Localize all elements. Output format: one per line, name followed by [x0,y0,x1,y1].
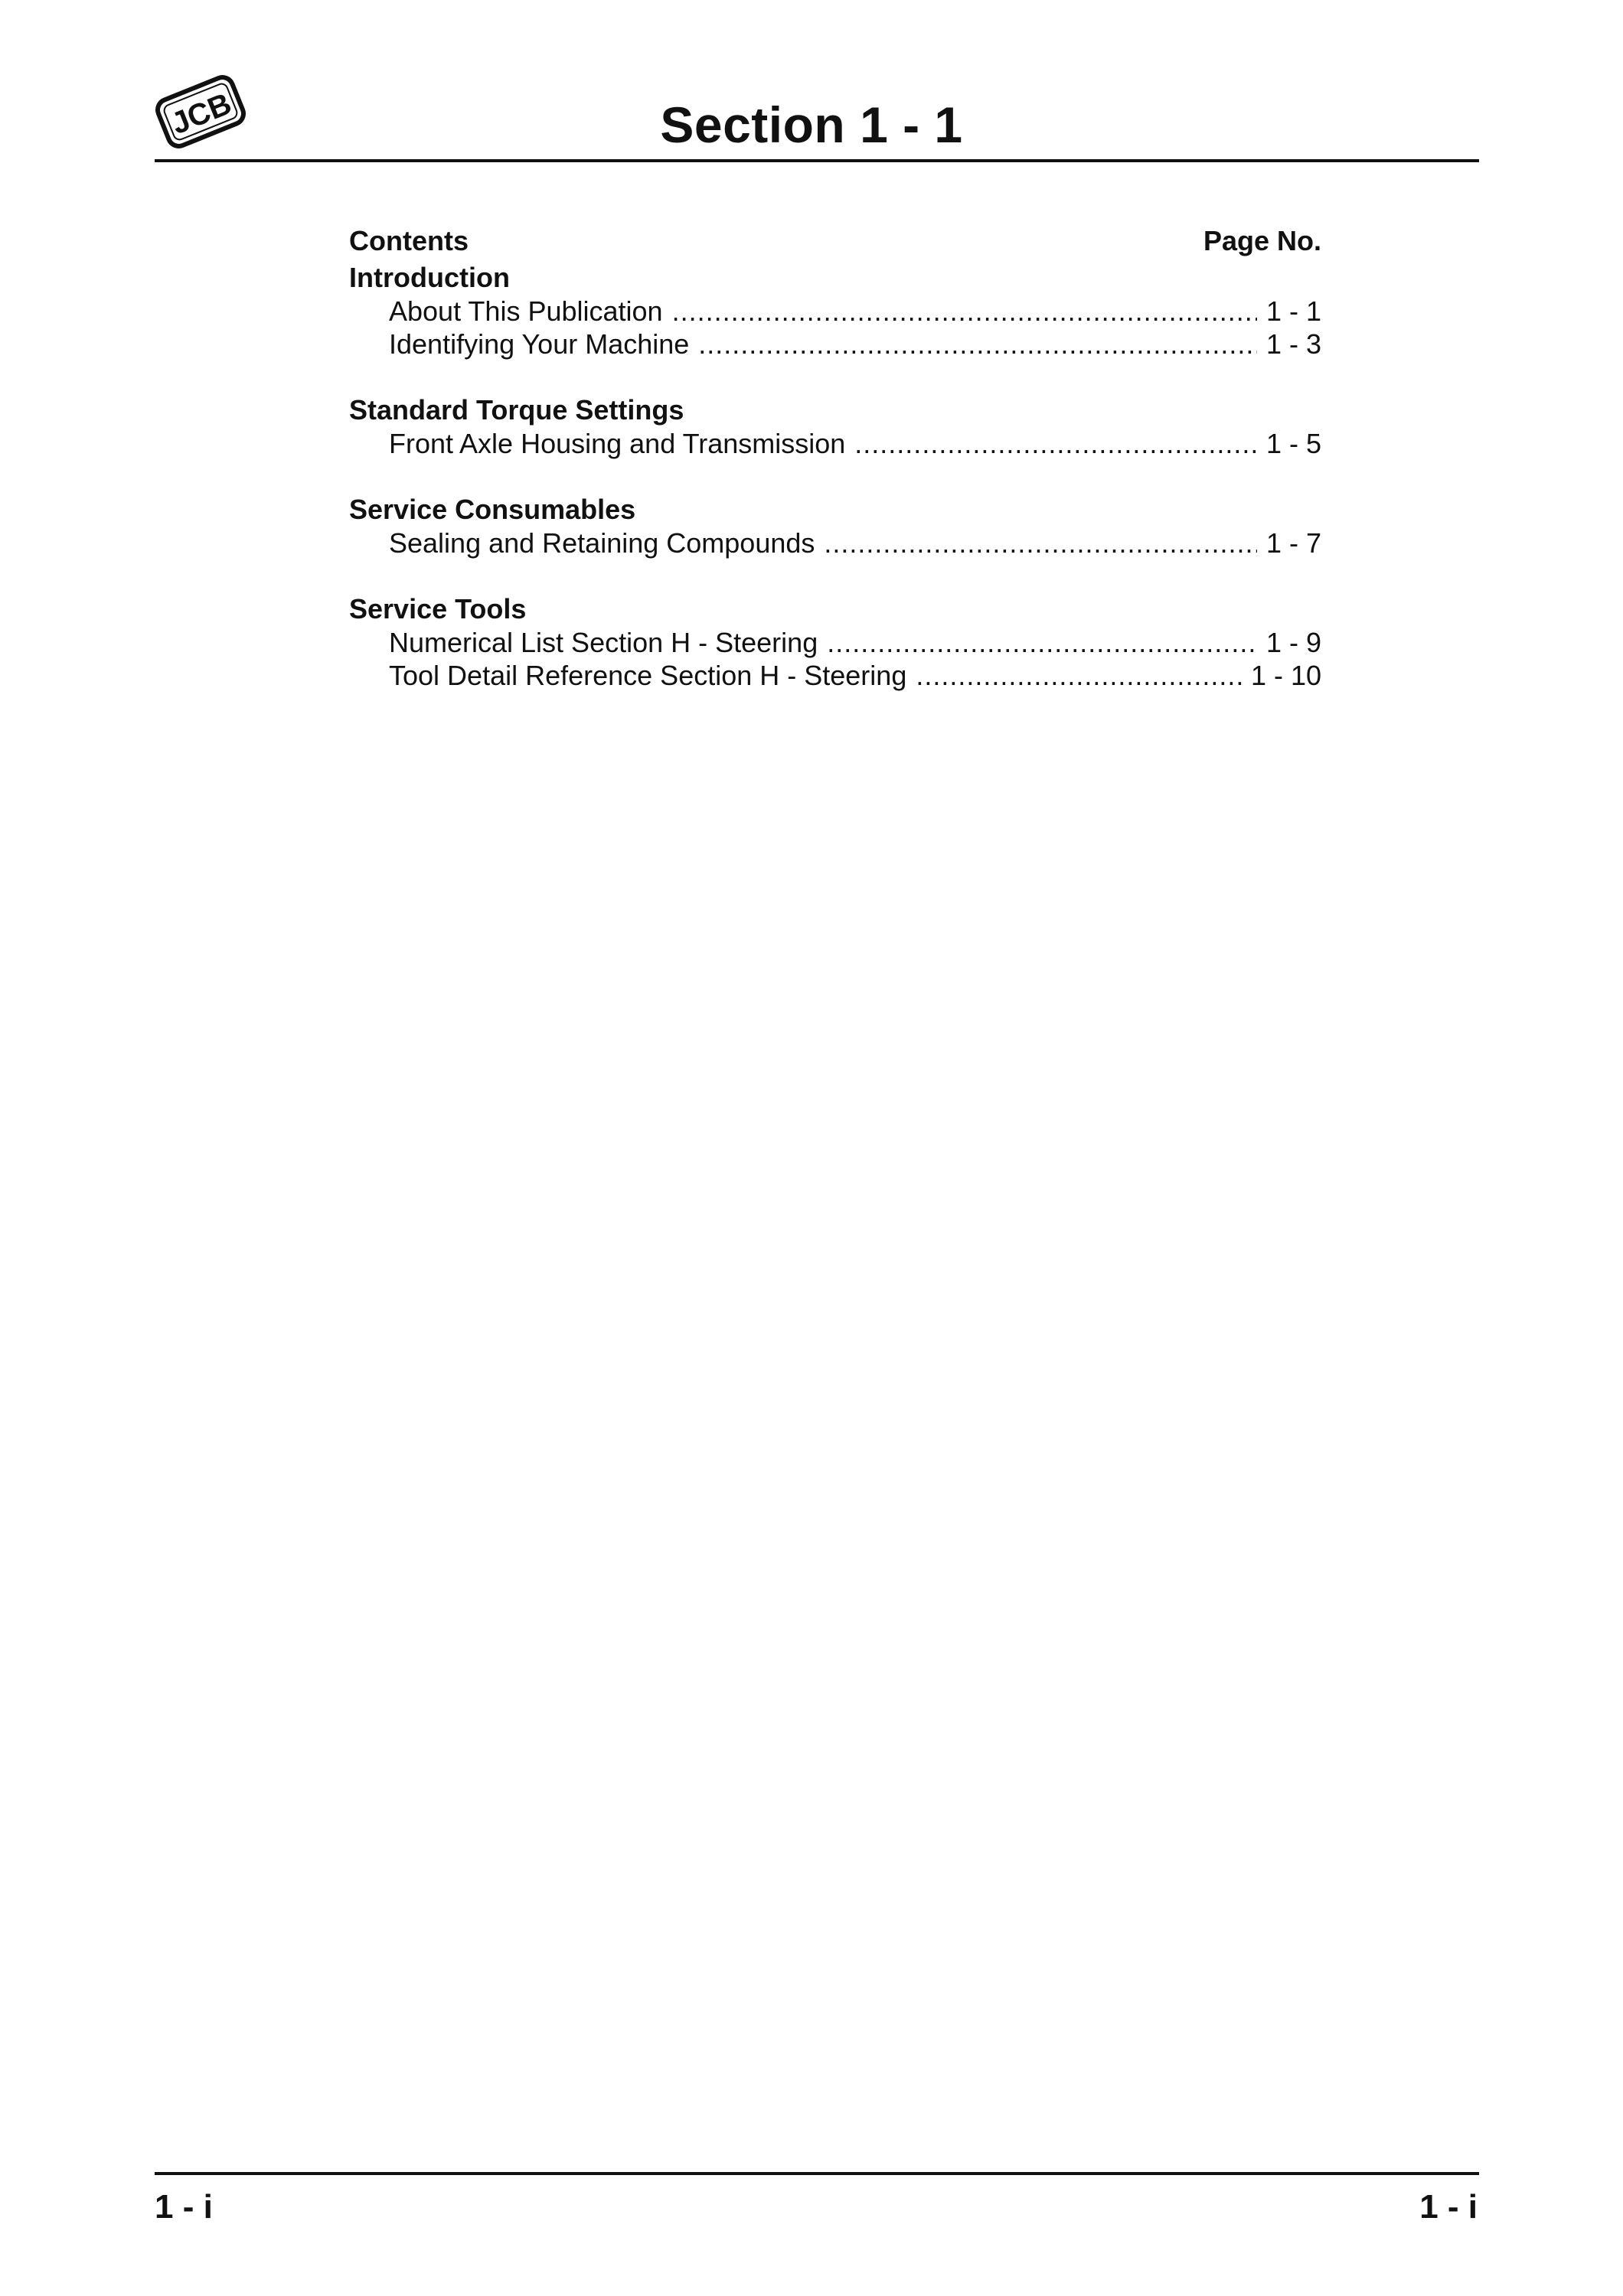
toc-entry-label: Numerical List Section H - Steering [389,627,818,658]
toc-entry[interactable] [349,527,1321,559]
toc-entry[interactable] [349,295,1321,328]
footer-rule [155,2172,1479,2175]
toc-entry-label: Front Axle Housing and Transmission [389,428,846,459]
toc-entry-page: 1 - 5 [1265,428,1321,459]
toc-group-title: Standard Torque Settings [349,394,684,426]
toc-group-standard-torque-settings [349,393,1321,460]
dot-leader [824,527,1257,559]
toc-group-introduction [349,260,1321,360]
toc-entry-page: 1 - 7 [1265,527,1321,559]
header-rule [155,159,1479,162]
toc-entry-page: 1 - 3 [1265,328,1321,360]
dot-leader [916,659,1242,692]
toc-entry-label: Sealing and Retaining Compounds [389,527,815,559]
toc-entry-page: 1 - 1 [1265,295,1321,327]
toc-group-title: Service Consumables [349,494,636,525]
toc-group-title: Introduction [349,262,510,293]
svg-text:JCB: JCB [166,86,237,142]
toc-group-service-tools [349,592,1321,692]
toc-entry[interactable] [349,659,1321,692]
toc-entry[interactable] [349,626,1321,659]
dot-leader [827,626,1257,659]
toc-group-service-consumables [349,492,1321,559]
page-title: Section 1 - 1 [660,96,963,153]
toc-entry-label: Tool Detail Reference Section H - Steering [389,660,907,691]
toc-entry-label: About This Publication [389,295,663,327]
toc-header [349,222,1321,260]
dot-leader [672,295,1257,328]
contents-label: Contents [349,225,469,256]
toc-entry-label: Identifying Your Machine [389,328,690,360]
dot-leader [698,328,1257,360]
footer-page-number-left: 1 - i [155,2188,213,2226]
footer-page-number-right: 1 - i [1419,2188,1478,2226]
toc-group-title: Service Tools [349,593,527,625]
table-of-contents [349,222,1321,692]
page-number-label: Page No. [1203,225,1321,256]
toc-entry-page: 1 - 9 [1265,627,1321,658]
toc-entry-page: 1 - 10 [1250,660,1321,691]
toc-entry[interactable] [349,427,1321,460]
dot-leader [854,427,1257,460]
toc-entry[interactable] [349,328,1321,360]
